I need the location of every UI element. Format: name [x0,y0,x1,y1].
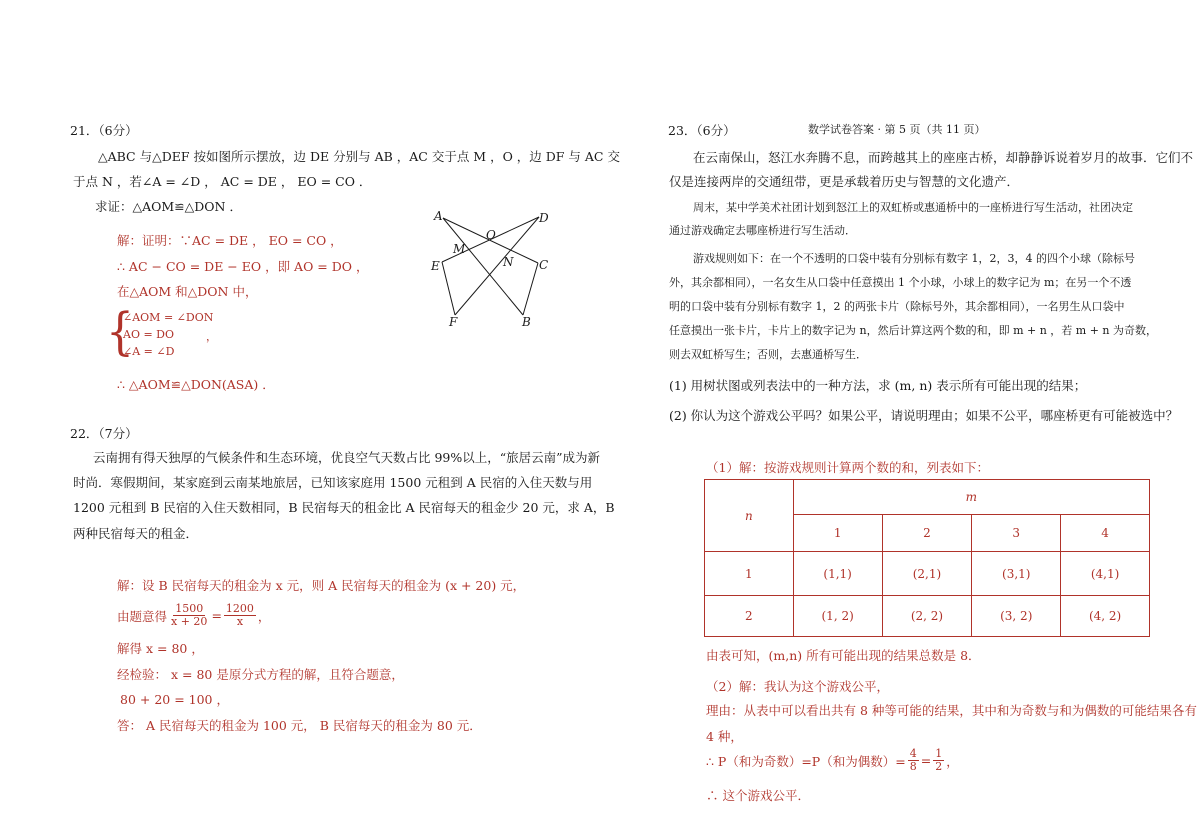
table-cell: (2,1) [882,552,972,596]
prove-statement: 求证：△AOM≌△DON ． [95,199,242,214]
scenario-text: 周末，某中学美术社团计划到怒江上的双虹桥或惠通桥中的一座桥进行写生活动，社团决定 [693,201,1133,214]
rules-text: 则去双虹桥写生；否则，去惠通桥写生． [669,348,867,361]
solution-line: 由表可知，(m,n) 所有可能出现的结果总数是 8． [706,648,981,663]
denominator: 2 [935,760,943,773]
label-o: O [486,228,496,242]
label-m: M [453,242,466,256]
table-cell: (3,1) [972,552,1061,596]
question-text: 时尚．寒假期间，某家庭到云南某地旅居，已知该家庭用 1500 元租到 A 民宿的入住天数与用 [73,475,593,490]
table-m-value: 3 [972,515,1061,552]
table-cell: (1, 2) [793,596,882,637]
equals-sign: = [211,608,222,623]
solution-intro: （1）解：按游戏规则计算两个数的和，列表如下： [706,460,989,475]
solution-line: （2）解：我认为这个游戏公平， [706,679,889,694]
table-row [705,596,1150,637]
table-n-value: 2 [705,596,794,637]
solution-line: 解：设 B 民宿每天的租金为 x 元，则 A 民宿每天的租金为 (x + 20) 元， [117,578,526,593]
rules-text: 明的口袋中装有分别标有数字 1，2 的两张卡片（除标号外，其余都相同），一名男生从口袋中 [669,300,1125,313]
table-cell: (3, 2) [972,596,1061,637]
fraction-4-8 [908,748,919,773]
table-row [705,552,1150,596]
question-text: 1200 元租到 B 民宿的入住天数相同，B 民宿每天的租金比 A 民宿每天的租金少 20 元，求 A，B [73,500,615,515]
table-m-value: 1 [793,515,882,552]
solution-conclusion: ∴ 这个游戏公平． [706,788,810,803]
table-n-header: n [705,480,794,552]
table-n-value: 1 [705,552,794,596]
equation-suffix: ， [257,608,271,624]
solution-line: 在△AOM 和△DON 中， [117,284,258,299]
solution-answer: 答： A 民宿每天的租金为 100 元， B 民宿每天的租金为 80 元． [117,718,482,733]
question-text: 在云南保山，怒江水奔腾不息，而跨越其上的座座古桥，却静静诉说着岁月的故事．它们不 [693,150,1194,165]
equation-line [117,603,270,628]
sub-question-2: (2) 你认为这个游戏公平吗？如果公平，请说明理由；如果不公平，哪座桥更有可能被选中？ [669,408,1179,423]
rules-text: 外，其余都相同），一名女生从口袋中任意摸出 1 个小球，小球上的数字记为 m；在另一个不透 [669,276,1132,289]
denominator: x + 20 [171,615,208,628]
table-cell: (4, 2) [1061,596,1150,637]
question-text: △ABC 与△DEF 按如图所示摆放，边 DE 分别与 AB ，AC 交于点 M ，O ，边 DF 与 AC 交 [98,149,620,164]
numerator: 1500 [175,602,204,615]
system-brace: { [106,302,134,362]
denominator: x [236,615,244,628]
system-line: ∠AOM = ∠DON [123,311,214,324]
scenario-text: 通过游戏确定去哪座桥进行写生活动． [669,224,856,237]
solution-line: 经检验： x = 80 是原分式方程的解，且符合题意， [117,667,404,682]
label-d: D [539,211,549,225]
geometry-figure [425,205,565,330]
solution-line: 80 + 20 = 100 ， [120,692,229,707]
label-e: E [431,259,440,273]
question-number: 22．（7分） [70,426,138,441]
question-number: 21．（6分） [70,123,138,138]
fraction-1500 [169,603,209,628]
probability-prefix: ∴ P（和为奇数）=P（和为偶数）= [706,753,906,769]
question-text: 两种民宿每天的租金． [73,526,199,541]
segment-df [455,217,539,315]
table-cell: (1,1) [793,552,882,596]
label-c: C [539,258,549,272]
system-line: AO = DO [123,328,175,341]
denominator: 8 [909,760,917,773]
solution-line: 解：证明：∵AC = DE ， EO = CO ， [117,233,343,248]
page-header: 数学试卷答案 · 第 5 页（共 11 页） [808,123,986,136]
label-n: N [503,255,514,269]
fraction-1200 [224,603,256,628]
equals-sign: = [920,753,932,768]
question-text: 仅是连接两岸的交通纽带，更是承载着历史与智慧的文化遗产． [669,174,1020,189]
numerator: 1 [935,747,943,760]
equation-prefix: 由题意得 [117,608,168,624]
numerator: 4 [909,747,917,760]
table-cell: (4,1) [1061,552,1150,596]
question-number: 23．（6分） [668,123,736,138]
solution-line: 解得 x = 80 ， [117,641,204,656]
system-line: ∠A = ∠D [123,345,175,358]
numerator: 1200 [225,602,254,615]
question-text: 于点 N ，若∠A = ∠D ， AC = DE ， EO = CO ． [73,174,372,189]
table-m-header: m [793,480,1149,515]
rules-text: 游戏规则如下：在一个不透明的口袋中装有分别标有数字 1，2，3，4 的四个小球（除标号 [693,252,1135,265]
rules-text: 任意摸出一张卡片，卡片上的数字记为 n，然后计算这两个数的和，即 m + n ，若 m + n 为奇数， [669,324,1158,337]
segment-ef [442,262,455,315]
probability-suffix: ， [946,753,959,769]
sub-question-1: (1) 用树状图或列表法中的一种方法，求 (m, n) 表示所有可能出现的结果； [669,378,1087,393]
label-b: B [522,315,531,329]
segment-bc [523,263,538,315]
question-text: 云南拥有得天独厚的气候条件和生态环境，优良空气天数占比 99%以上，“旅居云南”成为新 [93,450,601,465]
outcome-table [704,479,1150,637]
probability-line [706,748,959,773]
solution-conclusion: ∴ △AOM≌△DON(ASA) ． [117,377,275,392]
fraction-1-2 [933,748,944,773]
solution-line: ∴ AC − CO = DE − EO ，即 AO = DO ， [117,259,369,274]
table-cell: (2, 2) [882,596,972,637]
label-f: F [449,315,458,329]
system-comma: ， [206,330,217,343]
table-m-value: 4 [1061,515,1150,552]
label-a: A [434,209,443,223]
table-m-value: 2 [882,515,972,552]
solution-line: 4 种， [706,729,743,744]
solution-line: 理由：从表中可以看出共有 8 种等可能的结果，其中和为奇数与和为偶数的可能结果各有 [706,703,1197,718]
